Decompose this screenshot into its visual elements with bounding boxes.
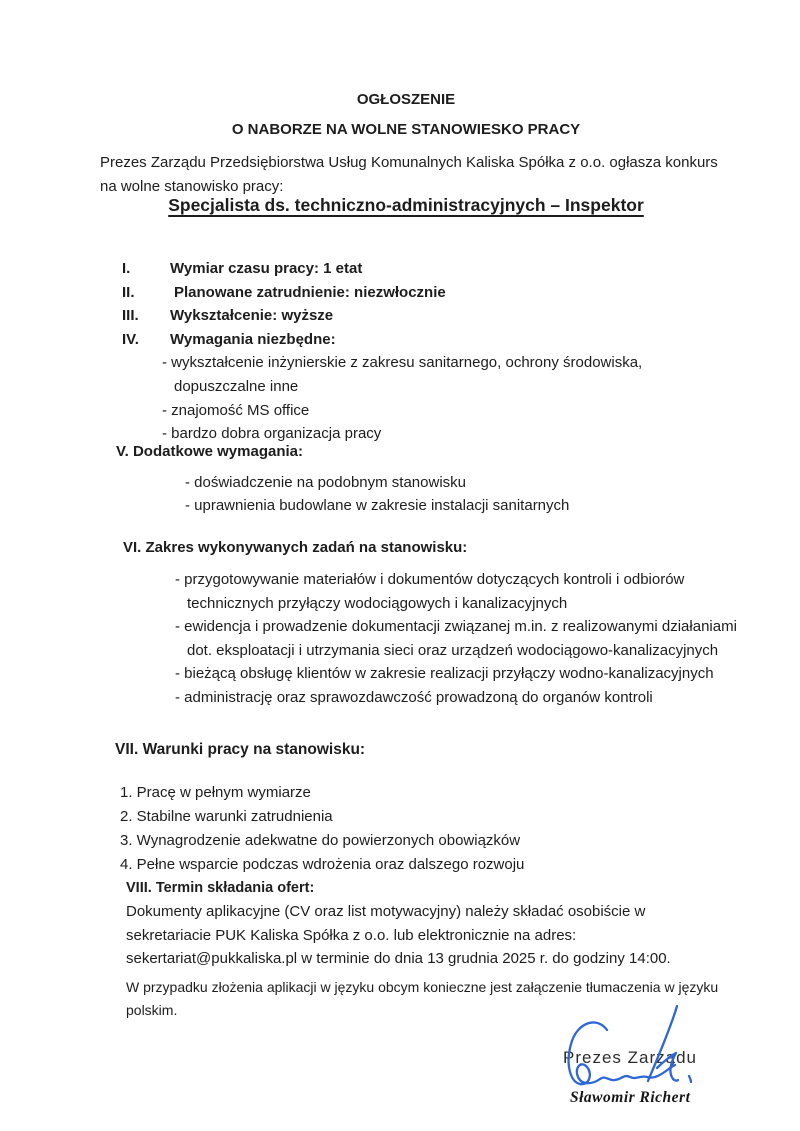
requirement-item bbox=[122, 328, 682, 352]
section-vii-heading: VII. Warunki pracy na stanowisku: bbox=[115, 741, 366, 758]
signature-name: Sławomir Richert bbox=[570, 1089, 691, 1106]
work-condition-item: 2. Stabilne warunki zatrudnienia bbox=[120, 808, 333, 825]
requirement-numeral: I. bbox=[122, 260, 131, 277]
bullet-line: - doświadczenie na podobnym stanowisku bbox=[185, 474, 466, 491]
bullet-line: - wykształcenie inżynierskie z zakresu sanitarnego, ochrony środowiska, dopuszczalne inne bbox=[162, 354, 643, 395]
bullet-line: - uprawnienia budowlane w zakresie instalacji sanitarnych bbox=[185, 497, 570, 514]
work-condition-item: 1. Pracę w pełnym wymiarze bbox=[120, 784, 311, 801]
section-v-bullets bbox=[185, 471, 705, 517]
section-vi-heading: VI. Zakres wykonywanych zadań na stanowisku: bbox=[123, 539, 468, 556]
section-v-heading: V. Dodatkowe wymagania: bbox=[116, 443, 304, 460]
doc-title: OGŁOSZENIE bbox=[356, 91, 456, 108]
requirement-item bbox=[122, 257, 682, 281]
bullet-line: - administrację oraz sprawozdawczość prowadzoną do organów kontroli bbox=[175, 688, 653, 706]
signature-role: Prezes Zarządu bbox=[563, 1048, 697, 1067]
requirement-label: Wymiar czasu pracy: 1 etat bbox=[170, 260, 363, 277]
requirements-bullets bbox=[122, 351, 682, 445]
requirement-item bbox=[122, 304, 682, 328]
requirement-label: Wymagania niezbędne: bbox=[170, 330, 336, 348]
requirements-list bbox=[122, 257, 682, 446]
bullet-line: - bardzo dobra organizacja pracy bbox=[162, 425, 382, 443]
requirement-label: Planowane zatrudnienie: niezwłocznie bbox=[174, 283, 446, 301]
bullet-line: - przygotowywanie materiałów i dokumentów dotyczących kontroli i odbiorów technicznych przyłączy wodociągowych i kanalizacyjnych bbox=[175, 571, 685, 612]
work-conditions-list bbox=[120, 781, 524, 877]
work-condition-item: 4. Pełne wsparcie podczas wdrożenia oraz dalszego rozwoju bbox=[120, 856, 525, 873]
application-paragraph: Dokumenty aplikacyjne (CV oraz list motywacyjny) należy składać osobiście w sekretariacie PUK Kaliska Spółka z o.o. lub elektronicznie na adres: sekertariat@pukkaliska.pl w terminie do dnia 13 grudnia 2025 r. do godziny 14:00. bbox=[126, 903, 671, 967]
section-viii-heading: VIII. Termin składania ofert: bbox=[126, 880, 315, 896]
document-content bbox=[100, 0, 737, 1131]
doc-subtitle: O NABORZE NA WOLNE STANOWIESKO PRACY bbox=[231, 121, 581, 138]
section-vi-bullets bbox=[175, 568, 740, 709]
work-condition-item: 3. Wynagrodzenie adekwatne do powierzonych obowiązków bbox=[120, 832, 521, 849]
bullet-line: - ewidencja i prowadzenie dokumentacji związanej m.in. z realizowanymi działaniami dot. eksploatacji i utrzymania sieci oraz urządzeń wodociągowo-kanalizacyjnych bbox=[175, 618, 737, 659]
requirement-label: Wykształcenie: wyższe bbox=[170, 307, 334, 325]
bullet-line: - bieżącą obsługę klientów w zakresie realizacji przyłączy wodno-kanalizacyjnych bbox=[175, 665, 714, 682]
requirement-numeral: II. bbox=[122, 283, 135, 301]
signature-block bbox=[545, 1000, 765, 1125]
requirement-numeral: IV. bbox=[122, 330, 139, 348]
requirement-numeral: III. bbox=[122, 307, 139, 325]
position-title: Specjalista ds. techniczno-administracyjnych – Inspektor bbox=[168, 195, 644, 215]
requirement-item bbox=[122, 281, 682, 305]
bullet-line: - znajomość MS office bbox=[162, 401, 310, 419]
intro-paragraph: Prezes Zarządu Przedsiębiorstwa Usług Komunalnych Kaliska Spółka z o.o. ogłasza konkurs na wolne stanowisko pracy: bbox=[100, 154, 718, 195]
language-note: W przypadku złożenia aplikacji w języku obcym konieczne jest załączenie tłumaczenia w języku polskim. bbox=[126, 979, 719, 1018]
